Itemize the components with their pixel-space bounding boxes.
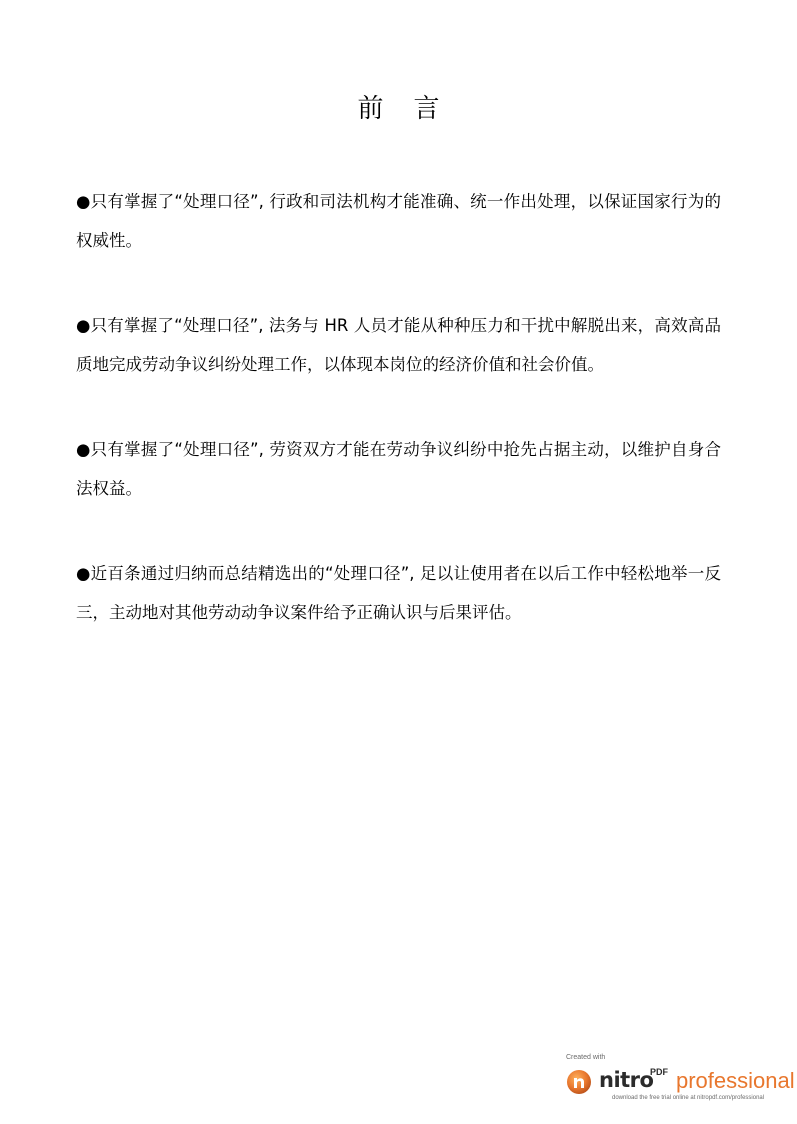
paragraph-2: ●只有掌握了“处理口径”, 法务与 HR 人员才能从种种压力和干扰中解脱出来，高效高品质地完成劳动争议纠纷处理工作，以体现本岗位的经济价值和社会价值。 — [76, 316, 721, 374]
watermark-created-with: Created with — [566, 1054, 606, 1061]
paragraph-1: ●只有掌握了“处理口径”, 行政和司法机构才能准确、统一作出处理，以保证国家行为的权威性。 — [76, 192, 721, 250]
page-title: 前言 — [357, 94, 470, 124]
watermark-brand-suffix: professional — [676, 1068, 795, 1093]
watermark-download-text: download the free trial online at nitropdf.com/professional — [612, 1095, 765, 1101]
paragraph-3: ●只有掌握了“处理口径”, 劳资双方才能在劳动争议纠纷中抢先占据主动，以维护自身合法权益。 — [76, 440, 721, 498]
watermark-logo — [566, 1066, 795, 1096]
nitro-watermark — [566, 1054, 795, 1106]
watermark-brand-super: PDF — [650, 1067, 668, 1077]
paragraph-4: ●近百条通过归纳而总结精选出的“处理口径”, 足以让使用者在以后工作中轻松地举一反三，主动地对其他劳动动争议案件给予正确认识与后果评估。 — [76, 564, 721, 622]
watermark-brand: nitro — [599, 1068, 654, 1092]
nitro-logo-icon — [566, 1069, 592, 1095]
